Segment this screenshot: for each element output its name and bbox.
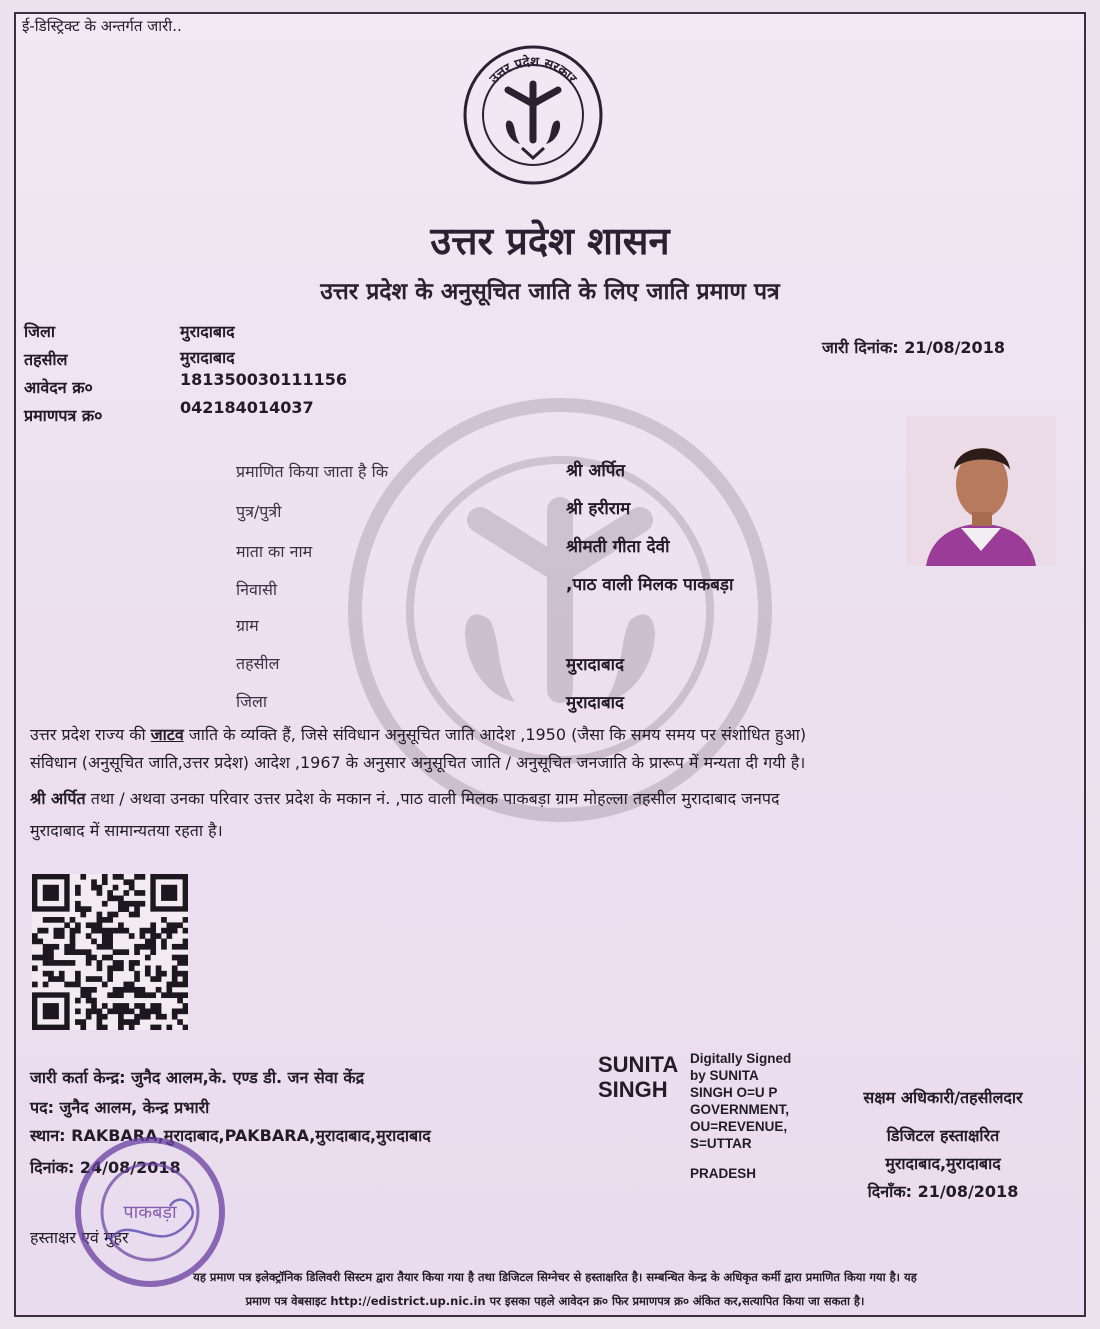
resident-label: निवासी: [236, 580, 278, 599]
para1-start: उत्तर प्रदेश राज्य की: [30, 725, 151, 744]
paragraph-line-3: [30, 784, 1070, 814]
issuer-date: दिनांक: 24/08/2018: [30, 1158, 181, 1177]
signer-first-name: SUNITA: [598, 1052, 679, 1077]
up-government-emblem: [462, 44, 604, 186]
paragraph-line-1: [30, 720, 1070, 750]
issuer-center: जारी कर्ता केन्द्र: जुनैद आलम,के. एण्ड डी. जन सेवा केंद्र: [30, 1068, 365, 1087]
authority-place: मुरादाबाद,मुरादाबाद: [885, 1154, 1001, 1173]
signer-last-name: SINGH: [598, 1077, 668, 1102]
application-no-value: 181350030111156: [180, 370, 347, 389]
para3-rest: तथा / अथवा उनका परिवार उत्तर प्रदेश के मकान नं. ,पाठ वाली मिलक पाकबड़ा ग्राम मोहल्ला तहसील मुरादाबाद जनपद: [85, 789, 780, 808]
certified-value: श्री अर्पित: [566, 461, 626, 481]
sig-line-5: OU=REVENUE,: [690, 1119, 788, 1134]
sig-line-1: Digitally Signed: [690, 1051, 792, 1066]
footer-line-1: यह प्रमाण पत्र इलेक्ट्रॉनिक डिलिवरी सिस्टम द्वारा तैयार किया गया है तथा डिजिटल सिग्नेचर से हस्ताक्षरित है। सम्बन्धित केन्द्र के अधिकृत कर्मी द्वारा प्रमाणित किया गया है। यह: [193, 1270, 917, 1284]
authority-title: सक्षम अधिकारी/तहसीलदार: [863, 1088, 1023, 1107]
authority-digital: डिजिटल हस्ताक्षरित: [886, 1126, 1000, 1145]
certificate-title: उत्तर प्रदेश के अनुसूचित जाति के लिए जाति प्रमाण पत्र: [320, 278, 780, 305]
detail-tehsil-value: मुरादाबाद: [566, 655, 625, 675]
sig-line-4: GOVERNMENT,: [690, 1102, 790, 1117]
paragraph-line-4: मुरादाबाद में सामान्यतया रहता है।: [30, 821, 223, 840]
digital-signature-name: [598, 1052, 678, 1102]
sig-line-7: PRADESH: [690, 1166, 757, 1181]
digital-signature-details: [690, 1050, 791, 1152]
issue-date: [822, 336, 1005, 358]
mother-name-value: श्रीमती गीता देवी: [566, 537, 670, 557]
certified-label: प्रमाणित किया जाता है कि: [236, 462, 389, 481]
authority-date: दिनाँक: 21/08/2018: [867, 1182, 1019, 1201]
certificate-no-label: प्रमाणपत्र क्र०: [24, 406, 103, 425]
paragraph-line-2: संविधान (अनुसूचित जाति,उत्तर प्रदेश) आदेश ,1967 के अनुसार अनुसूचित जाति / अनुसूचित जनजाति के प्रारूप में मन्यता दी गयी है।: [30, 753, 806, 772]
detail-district-value: मुरादाबाद: [566, 693, 625, 713]
sig-line-6: S=UTTAR: [690, 1136, 752, 1151]
para1-end: जाति के व्यक्ति हैं, जिसे संविधान अनुसूचित जाति आदेश ,1950 (जैसा कि समय समय पर संशोधित हुआ): [183, 725, 807, 744]
qr-code: [32, 874, 188, 1030]
application-no-label: आवेदन क्र०: [24, 378, 93, 397]
son-daughter-value: श्री हरीराम: [566, 499, 631, 519]
detail-tehsil-label: तहसील: [236, 654, 280, 673]
issuer-place: स्थान: RAKBARA,मुरादाबाद,PAKBARA,मुरादाबाद,मुरादाबाद: [30, 1126, 431, 1145]
applicant-photo: [906, 416, 1056, 566]
sig-line-2: by SUNITA: [690, 1068, 759, 1083]
holder-name: श्री अर्पित: [30, 789, 86, 808]
sig-line-3: SINGH O=U P: [690, 1085, 778, 1100]
tehsil-label: तहसील: [24, 350, 68, 369]
header-note: ई-डिस्ट्रिक्ट के अन्तर्गत जारी..: [22, 17, 182, 35]
issuer-post: पद: जुनैद आलम, केन्द्र प्रभारी: [30, 1098, 210, 1117]
detail-district-label: जिला: [236, 692, 268, 711]
emblem-text: उत्तर प्रदेश सरकार: [487, 54, 580, 87]
issuer-sign: हस्ताक्षर एवं मुहर: [30, 1228, 129, 1247]
issuer-stamp: [40, 1120, 250, 1290]
resident-value: ,पाठ वाली मिलक पाकबड़ा: [566, 575, 734, 595]
government-title: उत्तर प्रदेश शासन: [430, 218, 670, 263]
district-label: जिला: [24, 322, 56, 341]
caste-name: जाटव: [150, 725, 184, 744]
district-value: मुरादाबाद: [180, 322, 235, 341]
village-label: ग्राम: [236, 616, 259, 635]
issue-date-label: जारी दिनांक:: [822, 338, 899, 357]
tehsil-value: मुरादाबाद: [180, 348, 235, 367]
footer-line-2: प्रमाण पत्र वेबसाइट http://edistrict.up.nic.in पर इसका पहले आवेदन क्र० फिर प्रमाणपत्र क्र० अंकित कर,सत्यापित किया जा सकता है।: [245, 1294, 865, 1308]
mother-name-label: माता का नाम: [236, 542, 313, 561]
certificate-no-value: 042184014037: [180, 398, 314, 417]
stamp-text: पाकबड़ा: [123, 1202, 177, 1223]
issue-date-value: 21/08/2018: [904, 338, 1005, 357]
son-daughter-label: पुत्र/पुत्री: [236, 502, 282, 521]
